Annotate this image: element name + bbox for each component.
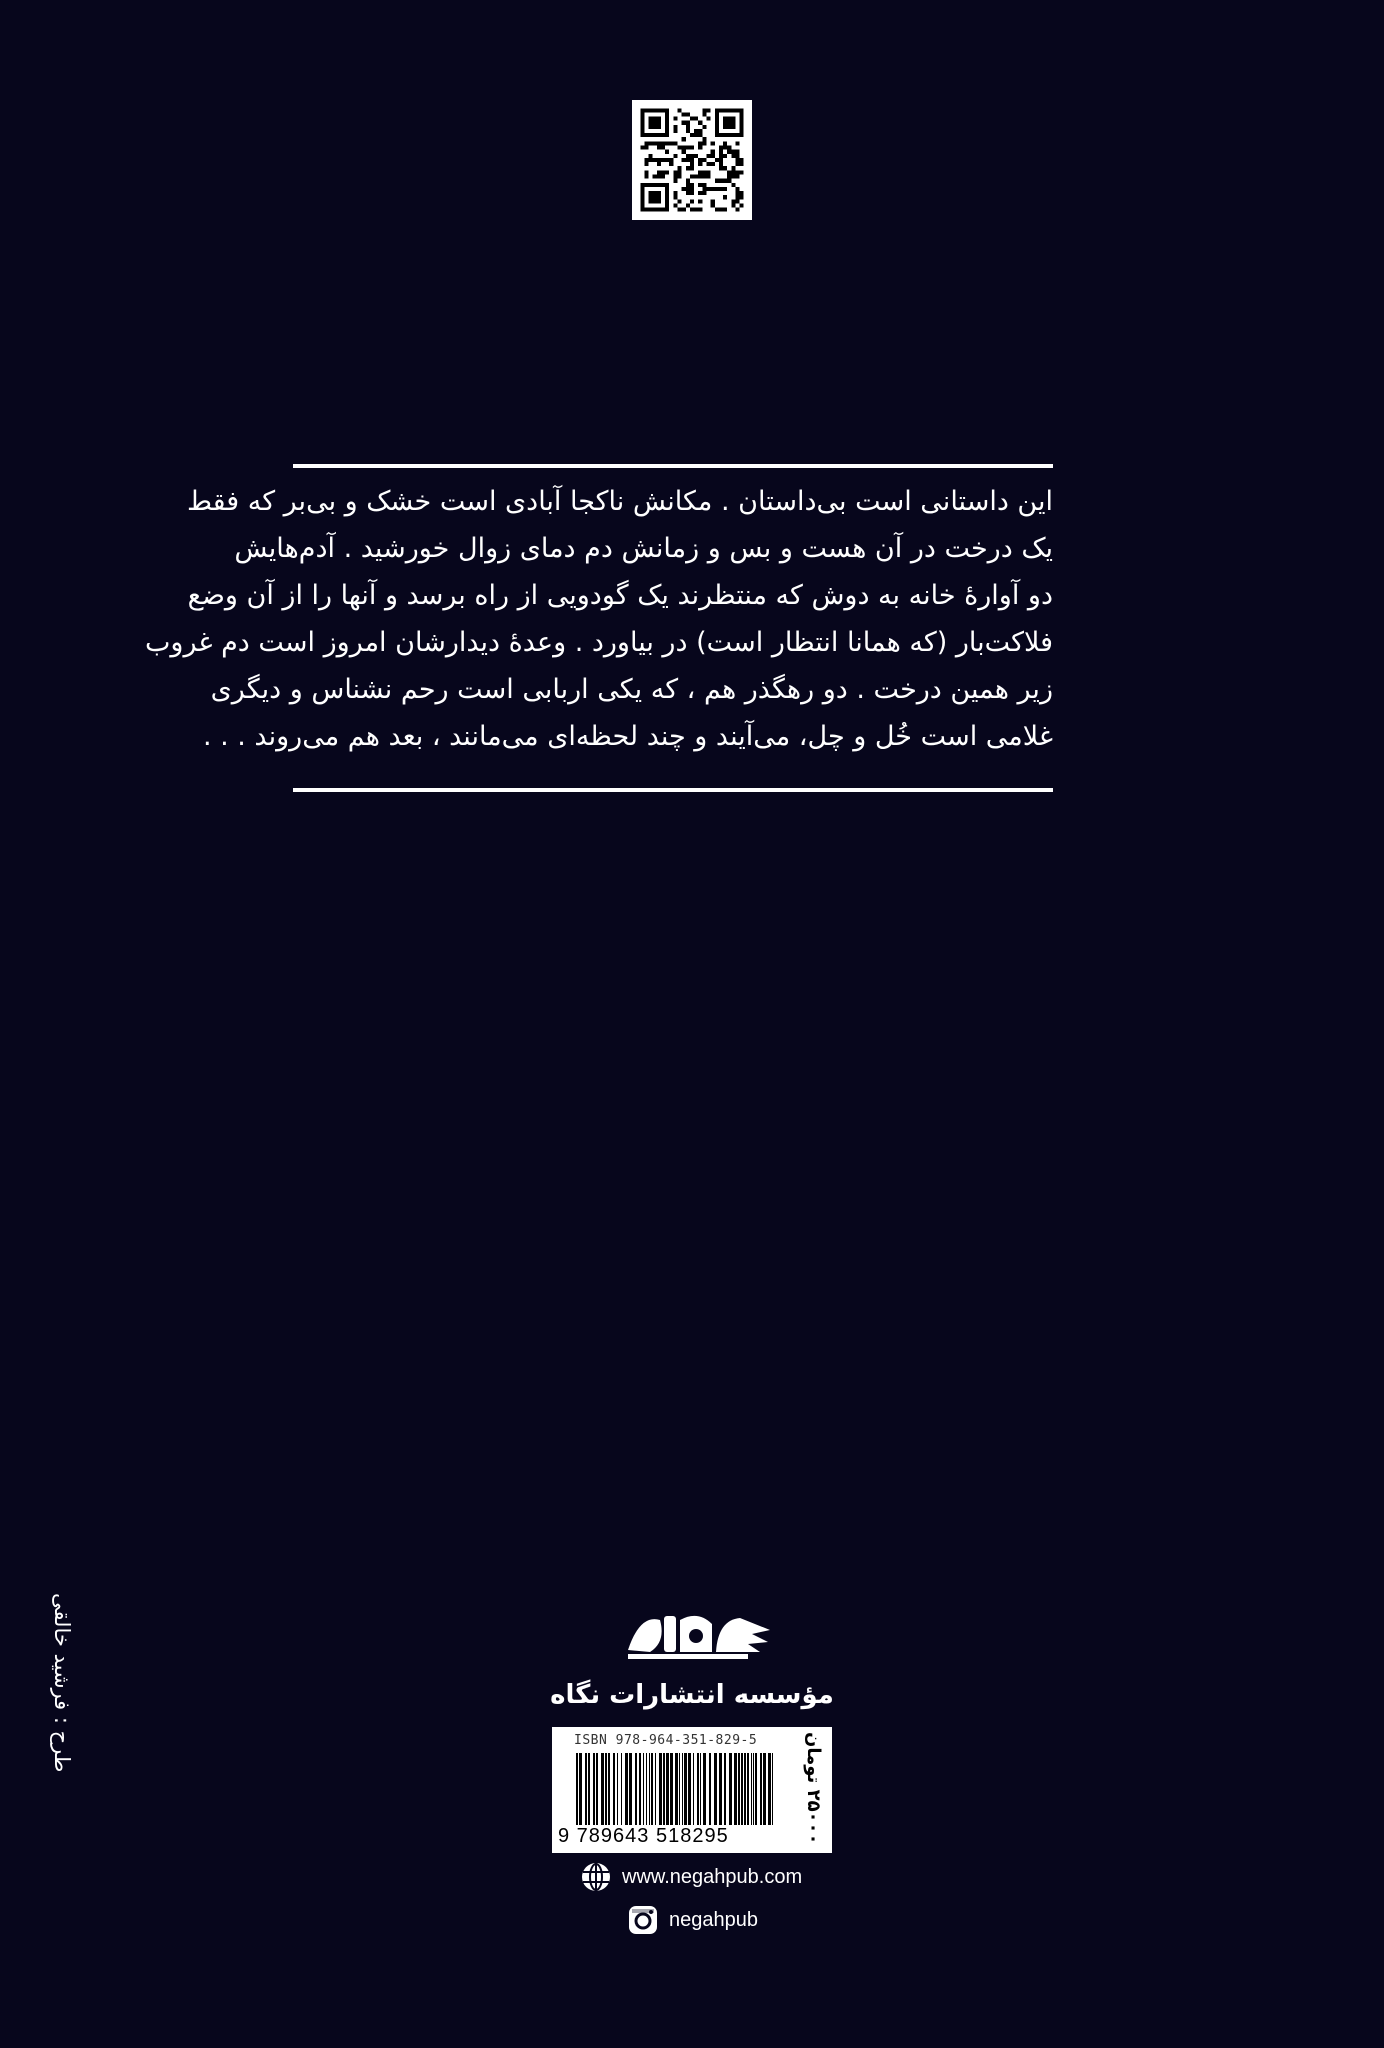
blurb-line: این داستانی است بی‌داستان . مکانش ناکجا آبادی است خشک و بی‌بر که فقط — [186, 486, 1053, 517]
qr-code — [632, 100, 752, 220]
qr-code-icon — [632, 100, 752, 220]
publisher-name: مؤسسه انتشارات نگاه — [550, 1680, 834, 1710]
blurb-line: یک درخت در آن هست و بس و زمانش دم دمای زوال خورشید . آدم‌هایش — [234, 533, 1053, 564]
back-cover-blurb — [145, 478, 1053, 760]
blurb-bottom-rule — [293, 788, 1053, 792]
blurb-line: غلامی است خُل و چل، می‌آیند و چند لحظه‌ای می‌مانند ، بعد هم می‌روند . . . — [202, 721, 1053, 752]
blurb-line: دو آوارهٔ خانه به دوش که منتظرند یک گودویی از راه برسد و آنها را از آن وضع — [187, 580, 1053, 611]
isbn-label: ISBN 978-964-351-829-5 — [574, 1733, 758, 1748]
designer-credit: طرح : فرشید خالقی — [50, 1592, 74, 1772]
instagram-icon — [627, 1904, 659, 1936]
globe-icon — [580, 1861, 612, 1893]
price-label: ۲۵۰۰۰ تومان — [803, 1732, 824, 1845]
blurb-line: فلاکت‌بار (که همانا انتظار است) در بیاورد . وعدهٔ دیدارشان امروز است دم غروب — [145, 627, 1053, 658]
instagram-handle[interactable]: negahpub — [669, 1908, 758, 1931]
instagram-row[interactable] — [627, 1903, 758, 1937]
blurb-top-rule — [293, 464, 1053, 468]
blurb-line: زیر همین درخت . دو رهگذر هم ، که یکی اربابی است رحم نشناس و دیگری — [210, 674, 1053, 705]
barcode-bars — [576, 1753, 774, 1825]
negah-logo-icon — [620, 1590, 772, 1670]
website-row[interactable] — [580, 1860, 802, 1894]
website-link[interactable]: www.negahpub.com — [622, 1865, 803, 1888]
ean-number: 9 789643 518295 — [558, 1825, 729, 1847]
isbn-barcode — [552, 1727, 832, 1853]
